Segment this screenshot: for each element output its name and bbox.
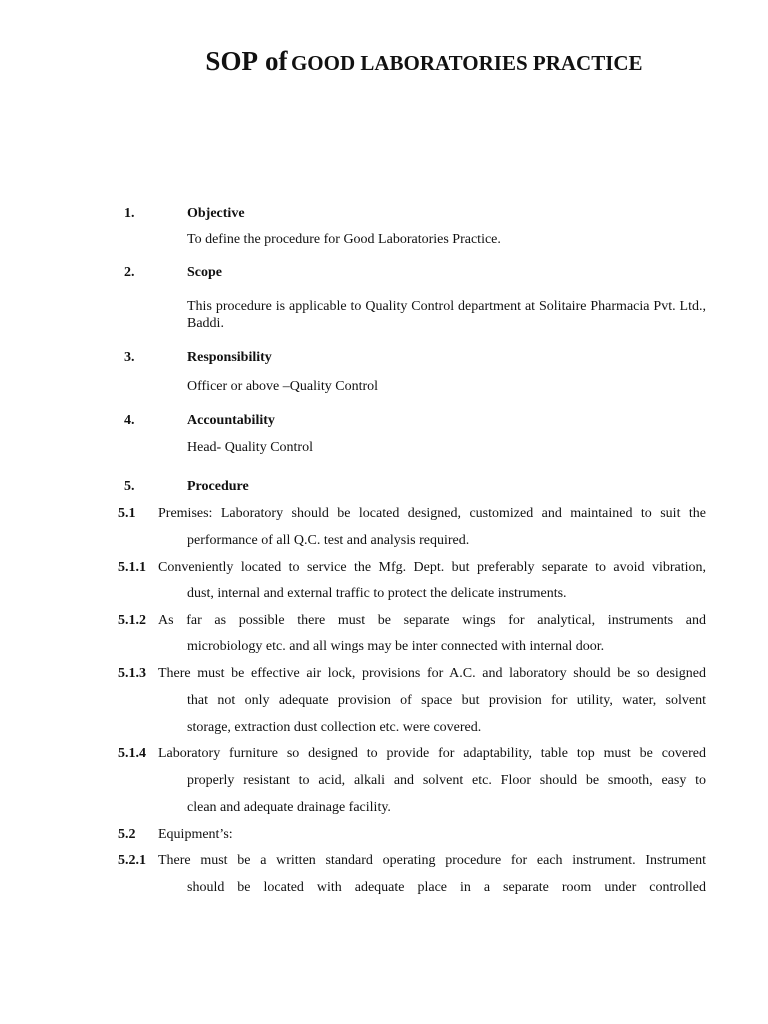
item-line: Conveniently located to service the Mfg. Dept. but preferably separate to avoid vibration, <box>158 560 706 575</box>
item-line: dust, internal and external traffic to protect the delicate instruments. <box>187 586 567 601</box>
item-line: Equipment’s: <box>158 827 233 842</box>
item-number: 5.1.1 <box>118 560 146 575</box>
section-number: 1. <box>124 206 135 221</box>
item-number: 5.1 <box>118 506 136 521</box>
item-line: performance of all Q.C. test and analysis required. <box>187 533 470 548</box>
item-number: 5.1.3 <box>118 666 146 681</box>
document-title <box>0 46 768 77</box>
item-line: properly resistant to acid, alkali and solvent etc. Floor should be smooth, easy to <box>187 773 706 788</box>
item-line: Laboratory furniture so designed to provide for adaptability, table top must be covered <box>158 746 706 761</box>
item-line: storage, extraction dust collection etc. were covered. <box>187 720 482 735</box>
item-number: 5.2 <box>118 827 136 842</box>
item-line: should be located with adequate place in a separate room under controlled <box>187 880 706 895</box>
title-rest: GOOD LABORATORIES PRACTICE <box>290 51 643 75</box>
section-number: 3. <box>124 350 135 365</box>
item-number: 5.1.2 <box>118 613 146 628</box>
item-line: There must be effective air lock, provisions for A.C. and laboratory should be so designed <box>158 666 706 681</box>
section-heading: Accountability <box>187 413 275 428</box>
item-number: 5.2.1 <box>118 853 146 868</box>
section-body: Head- Quality Control <box>187 440 313 455</box>
section-body: Officer or above –Quality Control <box>187 379 379 394</box>
item-line: clean and adequate drainage facility. <box>187 800 391 815</box>
item-line: Premises: Laboratory should be located designed, customized and maintained to suit the <box>158 506 706 521</box>
section-body: This procedure is applicable to Quality Control department at Solitaire Pharmacia Pvt. Ltd., Baddi. <box>187 299 706 331</box>
section-heading: Procedure <box>187 479 249 494</box>
item-line: that not only adequate provision of space but provision for utility, water, solvent <box>187 693 706 708</box>
item-line: As far as possible there must be separate wings for analytical, instruments and <box>158 613 706 628</box>
item-number: 5.1.4 <box>118 746 146 761</box>
title-of: of <box>264 46 288 76</box>
item-line: microbiology etc. and all wings may be inter connected with internal door. <box>187 639 605 654</box>
section-number: 4. <box>124 413 135 428</box>
section-heading: Scope <box>187 265 222 280</box>
section-heading: Responsibility <box>187 350 272 365</box>
section-number: 2. <box>124 265 135 280</box>
section-heading: Objective <box>187 206 245 221</box>
section-number: 5. <box>124 479 135 494</box>
item-line: There must be a written standard operating procedure for each instrument. Instrument <box>158 853 706 868</box>
title-sop: SOP <box>205 46 258 76</box>
section-body: To define the procedure for Good Laboratories Practice. <box>187 232 501 247</box>
